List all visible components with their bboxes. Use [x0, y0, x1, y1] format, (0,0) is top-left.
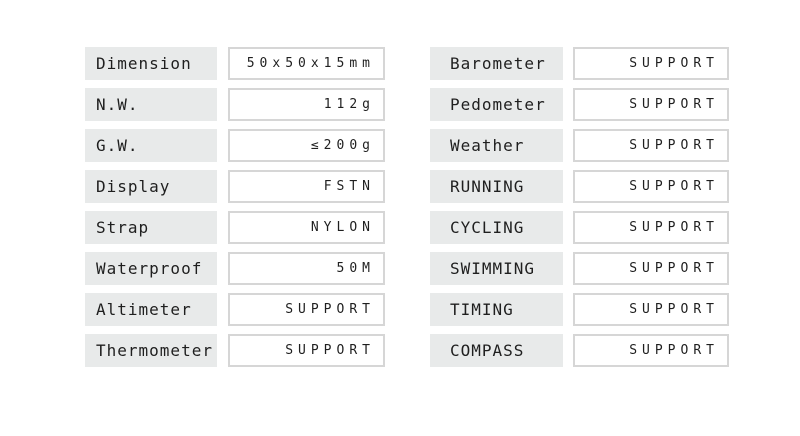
spec-row: [430, 129, 729, 162]
spec-value: NYLON: [228, 211, 385, 244]
spec-row: [430, 293, 729, 326]
spec-value: ≤200g: [228, 129, 385, 162]
spec-label: TIMING: [430, 293, 563, 326]
spec-value: SUPPORT: [573, 211, 729, 244]
spec-value: 50M: [228, 252, 385, 285]
spec-label: Dimension: [85, 47, 217, 80]
spec-row: [430, 211, 729, 244]
spec-column-right: [430, 47, 729, 375]
spec-row: [430, 88, 729, 121]
spec-value: SUPPORT: [573, 88, 729, 121]
spec-row: [430, 252, 729, 285]
spec-value: 112g: [228, 88, 385, 121]
spec-value: SUPPORT: [228, 293, 385, 326]
spec-row: [85, 47, 385, 80]
spec-row: [85, 88, 385, 121]
spec-label: Display: [85, 170, 217, 203]
spec-row: [85, 252, 385, 285]
spec-value: SUPPORT: [573, 293, 729, 326]
spec-label: COMPASS: [430, 334, 563, 367]
spec-value: FSTN: [228, 170, 385, 203]
spec-value: SUPPORT: [573, 334, 729, 367]
spec-row: [85, 293, 385, 326]
spec-row: [85, 129, 385, 162]
spec-row: [85, 334, 385, 367]
spec-label: N.W.: [85, 88, 217, 121]
spec-value: SUPPORT: [228, 334, 385, 367]
spec-label: RUNNING: [430, 170, 563, 203]
spec-label: Altimeter: [85, 293, 217, 326]
spec-value: SUPPORT: [573, 170, 729, 203]
spec-label: Thermometer: [85, 334, 217, 367]
spec-row: [430, 334, 729, 367]
spec-label: Barometer: [430, 47, 563, 80]
spec-row: [85, 170, 385, 203]
spec-value: SUPPORT: [573, 47, 729, 80]
spec-value: SUPPORT: [573, 252, 729, 285]
spec-label: Weather: [430, 129, 563, 162]
spec-label: Waterproof: [85, 252, 217, 285]
spec-value: SUPPORT: [573, 129, 729, 162]
spec-label: SWIMMING: [430, 252, 563, 285]
spec-value: 50x50x15mm: [228, 47, 385, 80]
spec-label: Pedometer: [430, 88, 563, 121]
spec-row: [430, 47, 729, 80]
spec-label: CYCLING: [430, 211, 563, 244]
spec-column-left: [85, 47, 385, 375]
spec-label: G.W.: [85, 129, 217, 162]
spec-label: Strap: [85, 211, 217, 244]
spec-row: [430, 170, 729, 203]
spec-row: [85, 211, 385, 244]
